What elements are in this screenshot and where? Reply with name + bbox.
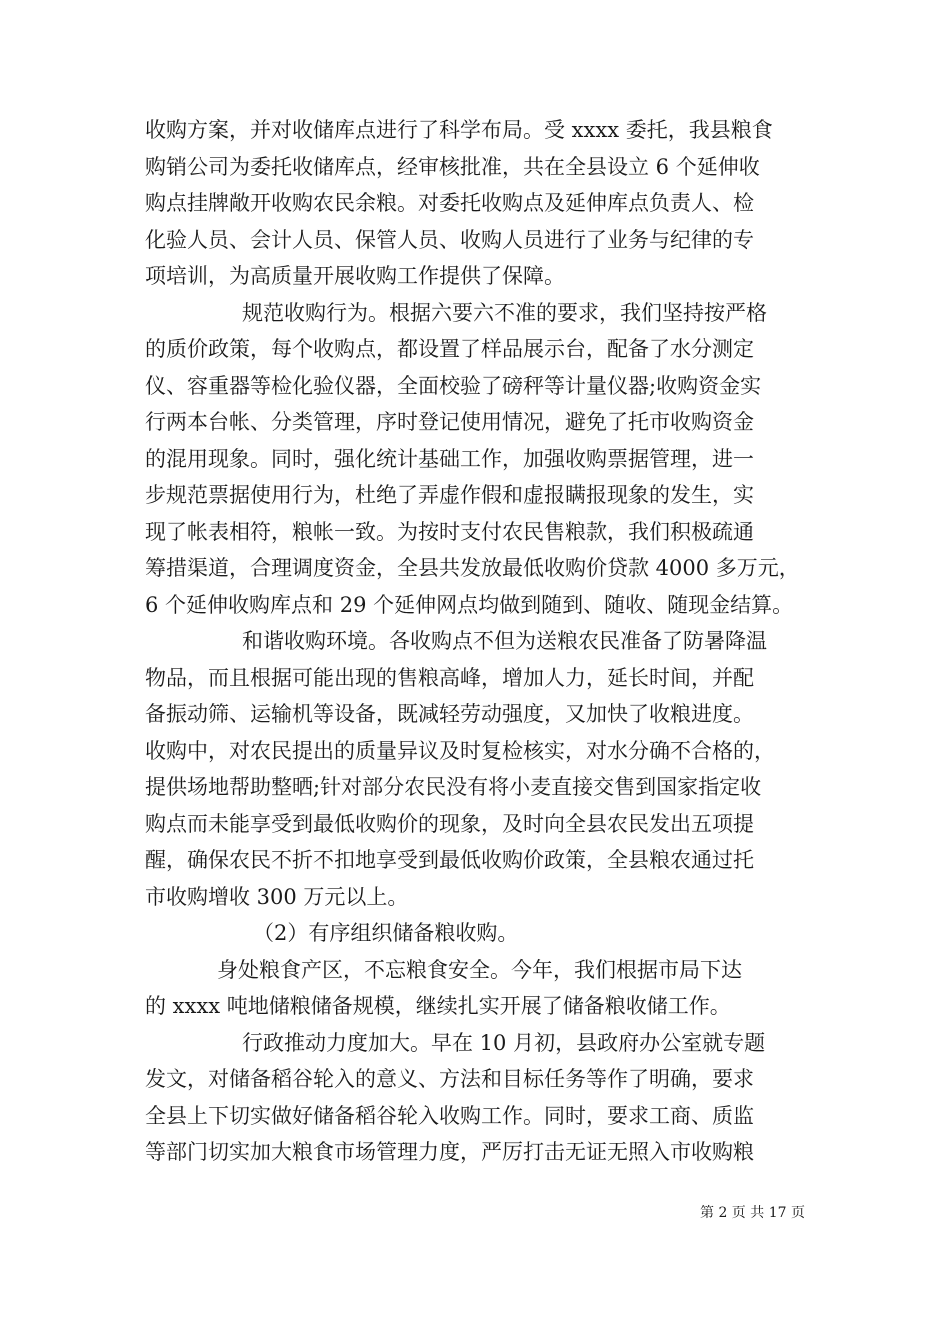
text-line: 购点而未能享受到最低收购价的现象，及时向全县农民发出五项提	[145, 811, 754, 836]
text-line: 步规范票据使用行为，杜绝了弄虚作假和虚报瞒报现象的发生，实	[145, 483, 754, 507]
text-line: 提供场地帮助整晒;针对部分农民没有将小麦直接交售到国家指定收	[145, 775, 762, 799]
text-line: 等部门切实加大粮食市场管理力度，严厉打击无证无照入市收购粮	[145, 1140, 754, 1164]
text-line: 化验人员、会计人员、保管人员、收购人员进行了业务与纪律的专	[145, 227, 754, 252]
text-line: 6 个延伸收购库点和 29 个延伸网点均做到随到、随收、随现金结算。	[145, 592, 794, 617]
paragraph-start-line: 规范收购行为。根据六要六不准的要求，我们坚持按严格	[242, 300, 767, 325]
text-line: 全县上下切实做好储备稻谷轮入收购工作。同时，要求工商、质监	[145, 1103, 754, 1128]
text-line: 筹措渠道，合理调度资金，全县共发放最低收购价贷款 4000 多万元，	[145, 556, 800, 580]
page-number-footer: 第 2 页 共 17 页	[700, 1205, 805, 1221]
text-line: 购销公司为委托收储库点，经审核批准，共在全县设立 6 个延伸收	[145, 154, 760, 179]
text-line: 醒，确保农民不折不扣地享受到最低收购价政策，全县粮农通过托	[145, 848, 754, 872]
text-line: 的 xxxx 吨地储粮储备规模，继续扎实开展了储备粮收储工作。	[145, 994, 731, 1018]
paragraph-start-line: 身处粮食产区，不忘粮食安全。今年，我们根据市局下达	[217, 957, 742, 982]
text-line: 备振动筛、运输机等设备，既减轻劳动强度，又加快了收粮进度。	[145, 702, 754, 726]
document-body	[145, 112, 810, 1171]
text-line: 收购方案，并对收储库点进行了科学布局。受 xxxx 委托，我县粮食	[145, 118, 773, 142]
paragraph-start-line: 和谐收购环境。各收购点不但为送粮农民准备了防暑降温	[242, 629, 767, 653]
text-line: 物品，而且根据可能出现的售粮高峰，增加人力，延长时间，并配	[145, 665, 754, 690]
section-heading: （2）有序组织储备粮收购。	[253, 921, 519, 945]
text-line: 现了帐表相符，粮帐一致。为按时支付农民售粮款，我们积极疏通	[145, 519, 754, 544]
text-line: 的质价政策，每个收购点，都设置了样品展示台，配备了水分测定	[145, 337, 754, 361]
text-line: 购点挂牌敞开收购农民余粮。对委托收购点及延伸库点负责人、检	[145, 191, 754, 215]
text-line: 收购中，对农民提出的质量异议及时复检核实，对水分确不合格的，	[145, 738, 775, 763]
text-line: 仪、容重器等检化验仪器，全面校验了磅秤等计量仪器;收购资金实	[145, 373, 762, 398]
text-line: 市收购增收 300 万元以上。	[145, 884, 409, 909]
text-line: 的混用现象。同时，强化统计基础工作，加强收购票据管理，进一	[145, 446, 754, 471]
text-line: 行两本台帐、分类管理，序时登记使用情况，避免了托市收购资金	[145, 410, 754, 434]
text-line: 项培训，为高质量开展收购工作提供了保障。	[145, 264, 565, 288]
text-line: 发文，对储备稻谷轮入的意义、方法和目标任务等作了明确，要求	[145, 1067, 754, 1091]
paragraph-start-line: 行政推动力度加大。早在 10 月初，县政府办公室就专题	[242, 1030, 766, 1055]
